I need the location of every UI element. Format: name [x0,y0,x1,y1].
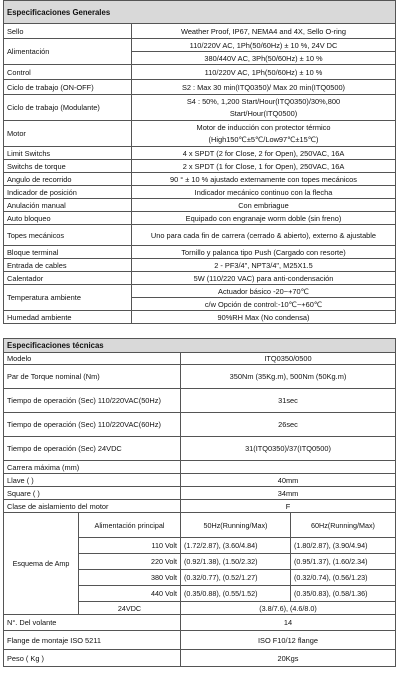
row-label: Carrera máxima (mm) [4,461,181,474]
table-row [4,39,396,52]
row-value: 90 ° ± 10 % ajustado externamente con topes mecánicos [132,173,396,186]
technical-spec-header [4,339,396,353]
table-row [4,95,396,108]
row-value: Tornillo y palanca tipo Push (Cargado con resorte) [132,246,396,259]
row-value: 31(ITQ0350)/37(ITQ0500) [181,437,396,461]
row-value: 4 x SPDT (2 for Close, 2 for Open), 250VAC, 16A [132,147,396,160]
row-value: 110/220V AC, 1Ph(50/60Hz) ± 10 %, 24V DC [132,39,396,52]
amp-head-60hz: 60Hz(Running/Max) [291,513,396,538]
row-label: Tiempo de operación (Sec) 110/220VAC(50Hz) [4,389,181,413]
table-row [4,285,396,298]
amp-50hz: (0.32/0.77), (0.52/1.27) [181,570,291,586]
amp-60hz: (1.80/2.87), (3.90/4.94) [291,538,396,554]
table-row [4,160,396,173]
row-value: Indicador mecánico continuo con la flecha [132,186,396,199]
row-value: 26sec [181,413,396,437]
table-row [4,199,396,212]
table-row [4,461,396,474]
row-value: 40mm [181,474,396,487]
row-label: Switchs de torque [4,160,132,173]
general-spec-header [4,1,396,24]
row-value: Weather Proof, IP67, NEMA4 and 4X, Sello O-ring [132,24,396,39]
row-label: Limit Switchs [4,147,132,160]
row-label: Calentador [4,272,132,285]
row-label: Par de Torque nominal (Nm) [4,365,181,389]
row-value: Motor de inducción con protector térmico [132,121,396,134]
row-label: Temperatura ambiente [4,285,132,311]
row-value: ITQ0350/0500 [181,353,396,365]
table-row [4,259,396,272]
row-value: 20Kgs [181,650,396,667]
amp-voltage: 440 Volt [79,586,181,602]
amp-head-50hz: 50Hz(Running/Max) [181,513,291,538]
row-value: 31sec [181,389,396,413]
row-value: 2 x SPDT (1 for Close, 1 for Open), 250VAC, 16A [132,160,396,173]
row-value: Actuador básico -20~+70℃ [132,285,396,298]
table-row [4,487,396,500]
amp-label: Esquema de Amp [4,513,79,615]
row-label: Llave ( ) [4,474,181,487]
row-label: Angulo de recorrido [4,173,132,186]
amp-50hz: (1.72/2.87), (3.60/4.84) [181,538,291,554]
row-value: 34mm [181,487,396,500]
row-value: 380/440V AC, 3Ph(50/60Hz) ± 10 % [132,52,396,65]
row-value [181,461,396,474]
row-value: ISO F10/12 flange [181,631,396,650]
table-row [4,212,396,225]
table-row [4,389,396,413]
amp-60hz: (0.35/0.83), (0.58/1.36) [291,586,396,602]
row-label: Indicador de posición [4,186,132,199]
amp-60hz: (0.32/0.74), (0.56/1.23) [291,570,396,586]
row-label: Bloque terminal [4,246,132,259]
row-label: Motor [4,121,132,147]
row-value: S2 : Max 30 min(ITQ0350)/ Max 20 min(ITQ0500) [132,80,396,95]
row-value: 110/220V AC, 1Ph(50/60Hz) ± 10 % [132,65,396,80]
row-label: Control [4,65,132,80]
general-spec-table [3,0,396,324]
row-value: Equipado con engranaje worm doble (sin freno) [132,212,396,225]
row-value: (High150℃±5℃/Low97℃±15℃) [132,134,396,147]
technical-spec-table [3,338,396,667]
table-row [4,147,396,160]
table-row [4,615,396,631]
row-value: 2 - PF3/4", NPT3/4", M25X1.5 [132,259,396,272]
row-value: 5W (110/220 VAC) para anti-condensación [132,272,396,285]
table-row [4,121,396,134]
table-row [4,272,396,285]
amp-voltage: 220 Volt [79,554,181,570]
row-label: Auto bloqueo [4,212,132,225]
row-label: Flange de montaje ISO 5211 [4,631,181,650]
general-spec-title: Especificaciones Generales [4,1,396,24]
row-label: Tiempo de operación (Sec) 110/220VAC(60Hz) [4,413,181,437]
amp-voltage: 380 Volt [79,570,181,586]
amp-dc-value: (3.8/7.6), (4.6/8.0) [181,602,396,615]
table-row [4,65,396,80]
row-label: Peso ( Kg ) [4,650,181,667]
amp-50hz: (0.92/1.38), (1.50/2.32) [181,554,291,570]
amp-head-supply: Alimentación principal [79,513,181,538]
row-value: c/w Opción de control:-10℃~+60℃ [132,298,396,311]
table-row [4,413,396,437]
row-value: Start/Hour(ITQ0500) [132,108,396,121]
table-row [4,353,396,365]
row-label: Alimentación [4,39,132,65]
row-value: F [181,500,396,513]
row-value: 90%RH Max (No condensa) [132,311,396,324]
table-row [4,311,396,324]
table-row [4,365,396,389]
row-label: Entrada de cables [4,259,132,272]
table-row [4,225,396,246]
row-label: Square ( ) [4,487,181,500]
table-row [4,513,396,538]
row-label: Tiempo de operación (Sec) 24VDC [4,437,181,461]
row-label: Sello [4,24,132,39]
amp-voltage: 110 Volt [79,538,181,554]
row-label: Anulación manual [4,199,132,212]
table-row [4,631,396,650]
row-value: 350Nm (35Kg.m), 500Nm (50Kg.m) [181,365,396,389]
row-label: Ciclo de trabajo (ON-OFF) [4,80,132,95]
row-value: Con embriague [132,199,396,212]
row-label: Ciclo de trabajo (Modulante) [4,95,132,121]
table-row [4,246,396,259]
row-label: Humedad ambiente [4,311,132,324]
table-row [4,474,396,487]
table-gap [0,324,400,338]
table-row [4,24,396,39]
table-row [4,186,396,199]
amp-dc-label: 24VDC [79,602,181,615]
table-row [4,437,396,461]
table-row [4,500,396,513]
amp-60hz: (0.95/1.37), (1.60/2.34) [291,554,396,570]
row-value: S4 : 50%, 1,200 Start/Hour(ITQ0350)/30%,800 [132,95,396,108]
row-value: Uno para cada fin de carrera (cerrado & abierto), externo & ajustable [132,225,396,246]
amp-50hz: (0.35/0.88), (0.55/1.52) [181,586,291,602]
row-label: Clase de aislamiento del motor [4,500,181,513]
row-label: Topes mecánicos [4,225,132,246]
row-label: N°. Del volante [4,615,181,631]
table-row [4,80,396,95]
row-label: Modelo [4,353,181,365]
technical-spec-title: Especificaciones técnicas [4,339,396,353]
row-value: 14 [181,615,396,631]
table-row [4,173,396,186]
table-row [4,650,396,667]
